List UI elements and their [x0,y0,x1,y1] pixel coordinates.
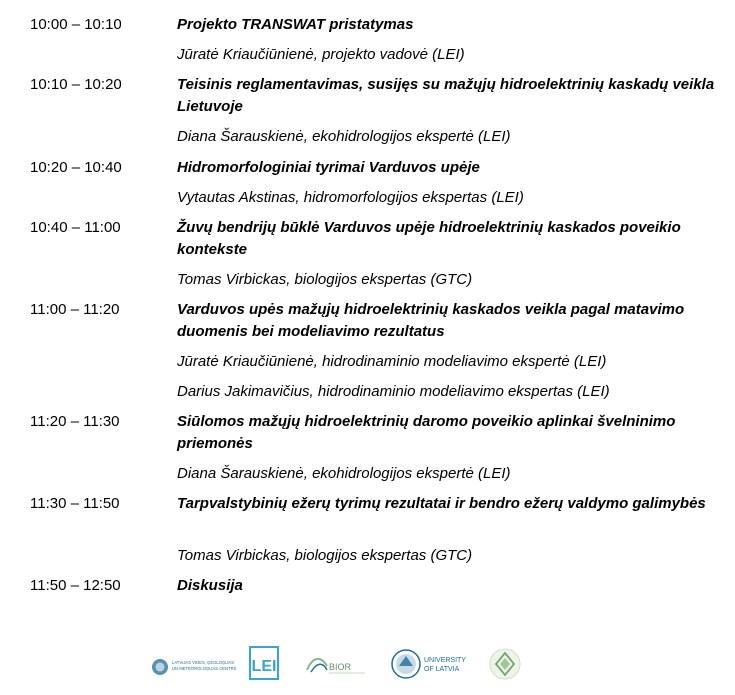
lvgmc-logo [150,654,238,680]
agenda-time: 11:30 – 11:50 [30,495,120,512]
agenda-title: Žuvų bendrijų būklė Varduvos upėje hidroelektrinių kaskados poveikio kontekste [177,219,681,258]
agenda-speaker: Jūratė Kriaučiūnienė, hidrodinaminio modeliavimo ekspertė (LEI) [177,353,607,370]
agenda-time: 11:00 – 11:20 [30,301,120,318]
agenda-title: Siūlomos mažųjų hidroelektrinių daromo poveikio aplinkai švelninimo priemonės [177,413,676,452]
agenda-speaker: Tomas Virbickas, biologijos ekspertas (GTC) [177,271,473,288]
svg-text:LEI: LEI [251,658,277,675]
svg-text:UN METEOROLOĢIJAS CENTRS: UN METEOROLOĢIJAS CENTRS [172,666,237,671]
lei-logo [249,646,279,680]
agenda-time: 10:20 – 10:40 [30,159,122,176]
agenda-speaker: Tomas Virbickas, biologijos ekspertas (GTC) [177,547,473,564]
agenda-title: Projekto TRANSWAT pristatymas [177,16,414,33]
bior-logo [305,652,367,678]
agenda-time: 10:40 – 11:00 [30,219,121,236]
agenda-time: 11:50 – 12:50 [30,577,121,594]
agenda-speaker: Jūratė Kriaučiūnienė, projekto vadovė (LEI) [177,46,465,63]
agenda-title: Varduvos upės mažųjų hidroelektrinių kaskados veikla pagal matavimo duomenis bei modeliavimo rezultatus [177,301,685,340]
agenda-title: Hidromorfologiniai tyrimai Varduvos upėje [177,159,480,176]
svg-text:LATVIJAS VIDES, ĢEOLOĢIJAS: LATVIJAS VIDES, ĢEOLOĢIJAS [172,660,235,665]
svg-text:UNIVERSITY: UNIVERSITY [424,657,466,664]
university-of-latvia-logo [390,646,466,682]
agenda-speaker: Vytautas Akstinas, hidromorfologijos ekspertas (LEI) [177,189,524,206]
agenda-speaker: Diana Šarauskienė, ekohidrologijos ekspertė (LEI) [177,465,511,482]
agenda-time: 11:20 – 11:30 [30,413,120,430]
agenda-time: 10:00 – 10:10 [30,16,122,33]
agenda-time: 10:10 – 10:20 [30,76,122,93]
agenda-title: Teisinis reglamentavimas, susijęs su mažųjų hidroelektrinių kaskadų veikla Lietuvoje [177,76,715,115]
agenda-title: Tarpvalstybinių ežerų tyrimų rezultatai ir bendro ežerų valdymo galimybės [177,495,706,512]
svg-text:OF LATVIA: OF LATVIA [424,666,460,673]
gtc-logo [488,646,522,682]
agenda-speaker: Diana Šarauskienė, ekohidrologijos ekspertė (LEI) [177,128,511,145]
agenda-speaker: Darius Jakimavičius, hidrodinaminio modeliavimo ekspertas (LEI) [177,383,610,400]
agenda-title: Diskusija [177,577,243,594]
svg-text:BIOR: BIOR [329,662,352,672]
partner-logos [0,640,735,690]
